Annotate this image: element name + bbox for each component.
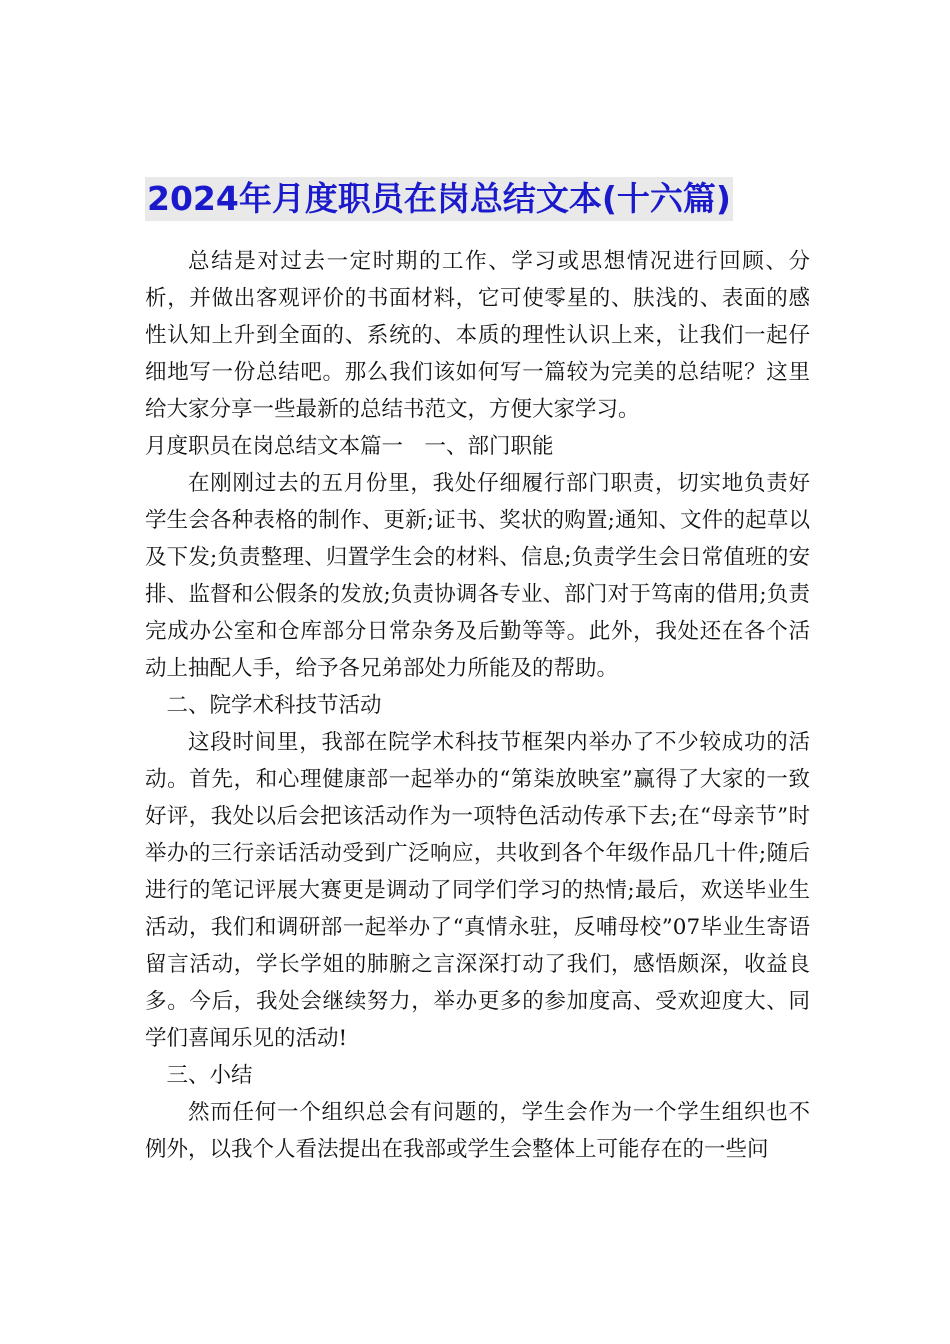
section3-heading: 三、小结 [166, 1063, 253, 1088]
document-title: 2024年月度职员在岗总结文本(十六篇) [145, 177, 733, 221]
intro-paragraph: 总结是对过去一定时期的工作、学习或思想情况进行回顾、分析，并做出客观评价的书面材料，它可使零星的、肤浅的、表面的感性认知上升到全面的、系统的、本质的理性认识上来，让我们一起仔细地写一份总结吧。那么我们该如何写一篇较为完美的总结呢？这里给大家分享一些最新的总结书范文，方便大家学习。 [145, 249, 810, 422]
section1-paragraph: 在刚刚过去的五月份里，我处仔细履行部门职责，切实地负责好学生会各种表格的制作、更新;证书、奖状的购置;通知、文件的起草以及下发;负责整理、归置学生会的材料、信息;负责学生会日常值班的安排、监督和公假条的发放;负责协调各专业、部门对于笃南的借用;负责完成办公室和仓库部分日常杂务及后勤等等。此外，我处还在各个活动上抽配人手，给予各兄弟部处力所能及的帮助。 [145, 471, 810, 681]
section3-paragraph: 然而任何一个组织总会有问题的，学生会作为一个学生组织也不例外，以我个人看法提出在我部或学生会整体上可能存在的一些问 [145, 1100, 810, 1162]
document-body [145, 243, 810, 1168]
section2-heading: 二、院学术科技节活动 [166, 693, 382, 718]
title-container [145, 176, 733, 222]
section2-paragraph: 这段时间里，我部在院学术科技节框架内举办了不少较成功的活动。首先，和心理健康部一起举办的“第柒放映室”赢得了大家的一致好评，我处以后会把该活动作为一项特色活动传承下去;在“母亲节”时举办的三行亲话活动受到广泛响应，共收到各个年级作品几十件;随后进行的笔记评展大赛更是调动了同学们学习的热情;最后，欢送毕业生活动，我们和调研部一起举办了“真情永驻，反哺母校”07毕业生寄语留言活动，学长学姐的肺腑之言深深打动了我们，感悟颇深，收益良多。今后，我处会继续努力，举办更多的参加度高、受欢迎度大、同学们喜闻乐见的活动! [145, 730, 810, 1051]
article-heading: 月度职员在岗总结文本篇一 一、部门职能 [145, 434, 554, 459]
